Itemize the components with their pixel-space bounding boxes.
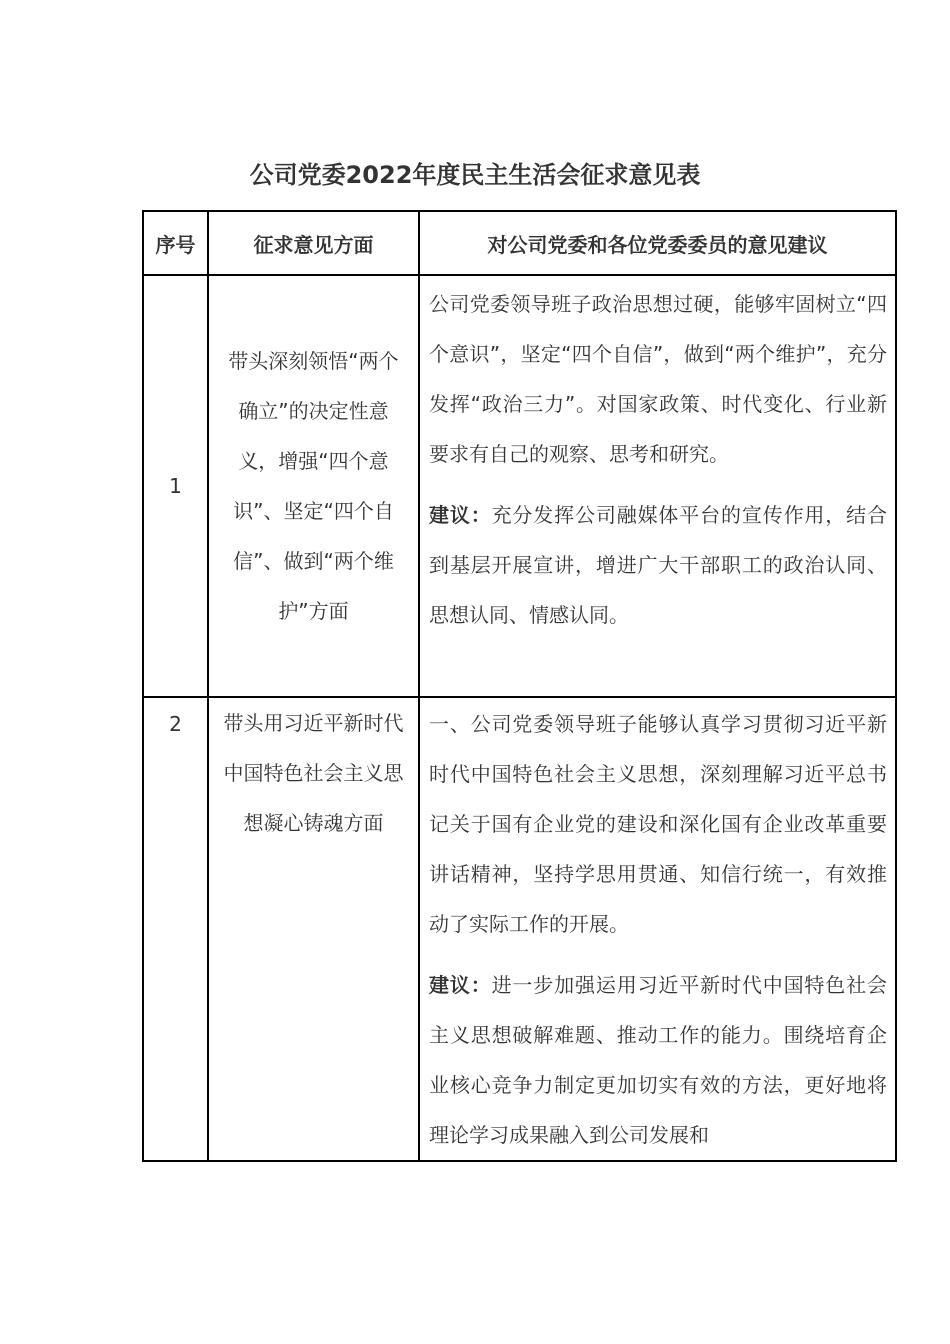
row-opinion [419, 275, 896, 697]
row-number: 2 [143, 697, 208, 1161]
row-opinion [419, 697, 896, 1161]
opinion-paragraph: 公司党委领导班子政治思想过硬，能够牢固树立“四个意识”，坚定“四个自信”，做到“两个维护”，充分发挥“政治三力”。对国家政策、时代变化、行业新要求有自己的观察、思考和研究。 [429, 292, 887, 466]
row-aspect: 带头深刻领悟“两个确立”的决定性意义，增强“四个意识”、坚定“四个自信”、做到“两个维护”方面 [208, 275, 419, 697]
table-header-row [143, 211, 896, 275]
header-opinion: 对公司党委和各位党委委员的意见建议 [419, 211, 896, 275]
opinion-paragraph: 一、公司党委领导班子能够认真学习贯彻习近平新时代中国特色社会主义思想，深刻理解习近平总书记关于国有企业党的建设和深化国有企业改革重要讲话精神，坚持学思用贯通、知信行统一，有效推动了实际工作的开展。 [429, 712, 887, 936]
header-number: 序号 [143, 211, 208, 275]
suggestion-paragraph [429, 960, 887, 1160]
suggestion-label: 建议： [429, 973, 492, 997]
page-title: 公司党委2022年度民主生活会征求意见表 [249, 161, 701, 189]
header-aspect: 征求意见方面 [208, 211, 419, 275]
suggestion-text: 充分发挥公司融媒体平台的宣传作用，结合到基层开展宣讲，增进广大干部职工的政治认同、思想认同、情感认同。 [429, 503, 888, 627]
suggestion-label: 建议： [429, 503, 492, 527]
opinion-table [142, 210, 897, 1162]
table-row [143, 697, 896, 1161]
suggestion-paragraph [429, 490, 887, 640]
suggestion-text: 进一步加强运用习近平新时代中国特色社会主义思想破解难题、推动工作的能力。围绕培育企业核心竞争力制定更加切实有效的方法，更好地将理论学习成果融入到公司发展和 [429, 973, 888, 1147]
row-aspect: 带头用习近平新时代中国特色社会主义思想凝心铸魂方面 [208, 697, 419, 1161]
row-number: 1 [143, 275, 208, 697]
table-row [143, 275, 896, 697]
